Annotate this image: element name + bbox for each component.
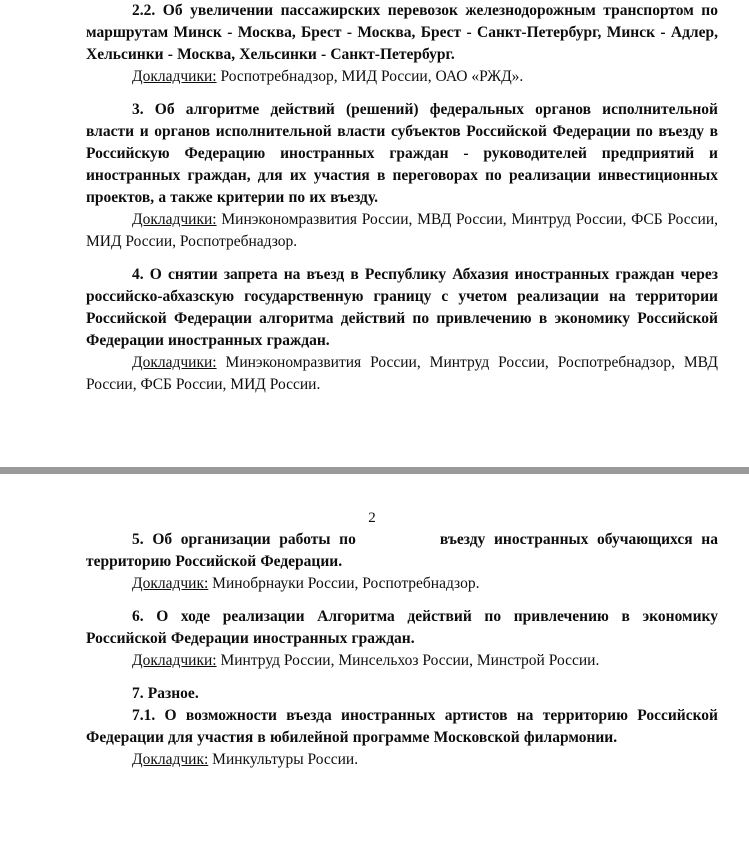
- paragraph-spacer: [86, 253, 718, 264]
- agenda-item-2-2-speakers: [86, 66, 718, 88]
- agenda-item-6-heading: 6. О ходе реализации Алгоритма действий по привлечению в экономику Российской Федерации иностранных граждан.: [86, 608, 718, 647]
- paragraph-spacer: [86, 672, 718, 683]
- document-page-bottom: [0, 474, 749, 843]
- agenda-item-5-speakers: [86, 573, 718, 595]
- speakers-value: Роспотребнадзор, МИД России, ОАО «РЖД».: [216, 68, 524, 85]
- agenda-item-7-heading: 7. Разное.: [132, 685, 199, 702]
- agenda-item-4-heading: 4. О снятии запрета на въезд в Республику Абхазия иностранных граждан через российско-абхазскую государственную границу с учетом реализации на территории Российской Федерации алгоритма действий по привлечению в экономику Российской Федерации иностранных граждан.: [86, 266, 718, 349]
- agenda-item-5-heading-part2: въезду иностранных обучающихся на территорию Российской Федерации.: [86, 531, 718, 570]
- speakers-label: Докладчики:: [132, 652, 217, 669]
- speakers-value: Минэкономразвития России, МВД России, Минтруд России, ФСБ России, МИД России, Роспотребнадзор.: [86, 211, 718, 250]
- agenda-item-6: [86, 606, 718, 672]
- agenda-item-7-1-speakers: [86, 749, 718, 771]
- agenda-item-4-speakers: [86, 352, 718, 396]
- speakers-label: Докладчики:: [132, 68, 217, 85]
- speakers-label: Докладчики:: [132, 211, 217, 228]
- agenda-item-7-1-heading: 7.1. О возможности въезда иностранных артистов на территорию Российской Федерации для участия в юбилейной программе Московской филармонии.: [86, 707, 718, 746]
- speakers-label: Докладчик:: [132, 575, 209, 592]
- agenda-item-5-heading-part1: 5. Об организации работы по: [132, 531, 356, 548]
- page-number: 2: [368, 510, 376, 526]
- speakers-label: Докладчики:: [132, 354, 217, 371]
- agenda-item-2-2: [86, 0, 718, 88]
- agenda-item-3-speakers: [86, 209, 718, 253]
- speakers-value: Минэкономразвития России, Минтруд России, Роспотребнадзор, МВД России, ФСБ России, МИД России.: [86, 354, 718, 393]
- agenda-item-4: [86, 264, 718, 396]
- speakers-label: Докладчик:: [132, 751, 209, 768]
- speakers-value: Минтруд России, Минсельхоз России, Минстрой России.: [216, 652, 600, 669]
- paragraph-spacer: [86, 88, 718, 99]
- agenda-item-5-heading: [86, 529, 718, 573]
- agenda-item-7: [86, 683, 718, 771]
- agenda-item-6-speakers: [86, 650, 718, 672]
- agenda-item-2-2-heading: 2.2. Об увеличении пассажирских перевозок железнодорожным транспортом по маршрутам Минск - Москва, Брест - Москва, Брест - Санкт-Петербург, Минск - Адлер, Хельсинки - Москва, Хельсинки - Санкт-Петербург.: [86, 2, 718, 63]
- agenda-item-3-heading: 3. Об алгоритме действий (решений) федеральных органов исполнительной власти и органов исполнительной власти субъектов Российской Федерации по въезду в Российскую Федерацию иностранных граждан - руководителей предприятий и иностранных граждан, для их участия в переговорах по реализации инвестиционных проектов, а также критерии по их въезду.: [86, 101, 718, 206]
- speakers-value: Минобрнауки России, Роспотребнадзор.: [208, 575, 480, 592]
- paragraph-spacer: [86, 595, 718, 606]
- agenda-item-3: [86, 99, 718, 253]
- agenda-item-5: [86, 529, 718, 595]
- speakers-value: Минкультуры России.: [208, 751, 359, 768]
- page-break-separator: [0, 467, 749, 474]
